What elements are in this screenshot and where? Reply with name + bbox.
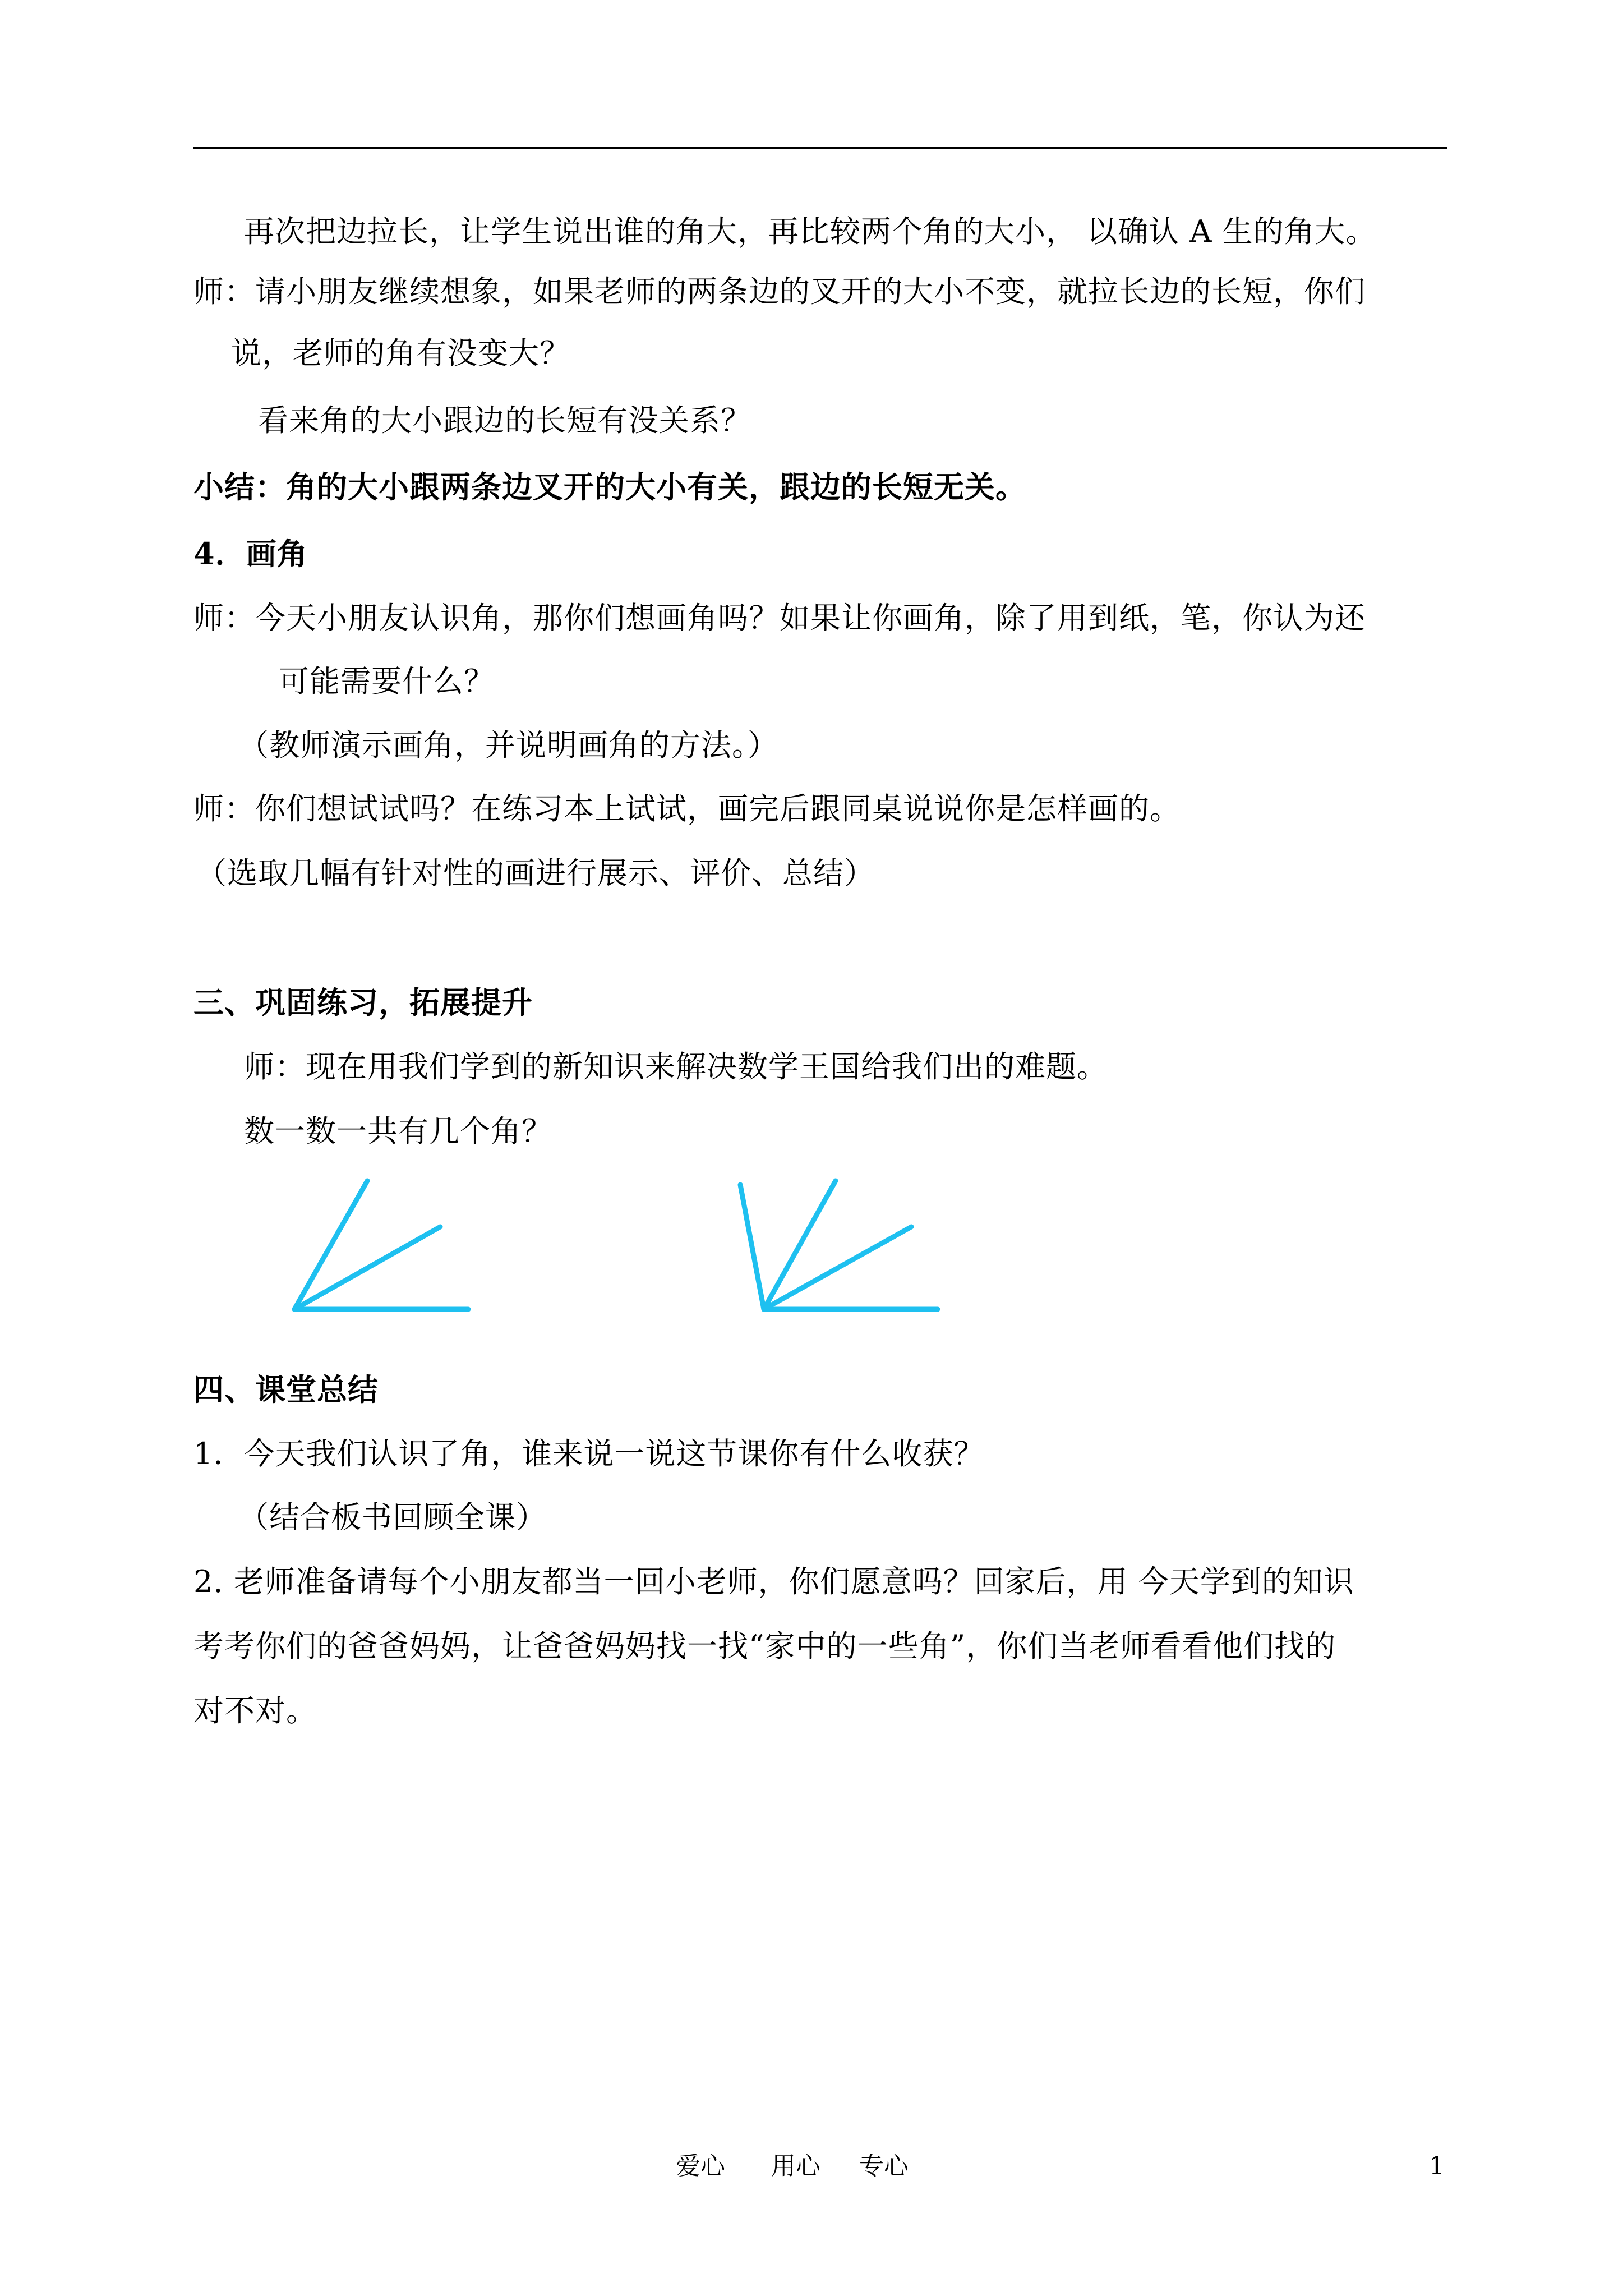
paragraph-review-note: （结合板书回顾全课） — [238, 1499, 547, 1535]
paragraph-teacher-imagine-cont: 说，老师的角有没变大？ — [231, 335, 570, 371]
paragraph-demo-note: （教师演示画角，并说明画角的方法。） — [238, 728, 778, 763]
paragraph-homework: 2. 老师准备请每个小朋友都当一回小老师，你们愿意吗？回家后，用 今天学到的知识 — [193, 1564, 1354, 1599]
ray-right-near-vertical — [740, 1185, 764, 1309]
section-heading-practice: 三、巩固练习，拓展提升 — [193, 984, 533, 1020]
paragraph-length-question: 看来角的大小跟边的长短有没关系？ — [258, 403, 751, 438]
paragraph-try-it: 师：你们想试试吗？在练习本上试试，画完后跟同桌说说你是怎样画的。 — [193, 791, 1181, 826]
paragraph-teacher-imagine: 师：请小朋友继续想象，如果老师的两条边的叉开的大小不变，就拉长边的长短，你们 — [193, 274, 1366, 309]
section-heading-draw-angle: 4．画角 — [193, 536, 308, 572]
header-rule — [193, 147, 1447, 149]
footer-motto-care: 用心 — [771, 2152, 820, 2180]
section-heading-summary: 四、课堂总结 — [193, 1372, 379, 1407]
paragraph-homework-end: 对不对。 — [193, 1693, 317, 1728]
paragraph-what-learned: 1．今天我们认识了角，谁来说一说这节课你有什么收获？ — [193, 1436, 985, 1471]
summary-statement: 小结：角的大小跟两条边叉开的大小有关，跟边的长短无关。 — [193, 469, 1026, 505]
footer-motto-love: 爱心 — [676, 2152, 725, 2180]
paragraph-draw-question-cont: 可能需要什么？ — [279, 664, 495, 699]
page-number: 1 — [1429, 2152, 1445, 2180]
footer-motto-focus: 专心 — [859, 2152, 909, 2180]
paragraph-select-drawings: （选取几幅有针对性的画进行展示、评价、总结） — [196, 855, 875, 891]
angle-figures — [0, 1167, 1623, 1363]
paragraph-draw-question: 师：今天小朋友认识角，那你们想画角吗？如果让你画角，除了用到纸，笔，你认为还 — [193, 600, 1366, 636]
paragraph-lengthen-sides: 再次把边拉长，让学生说出谁的角大，再比较两个角的大小， 以确认 A 生的角大。 — [244, 214, 1377, 249]
angle-figure-right — [740, 1181, 938, 1309]
angle-figure-left — [294, 1181, 468, 1309]
paragraph-homework-cont: 考考你们的爸爸妈妈，让爸爸妈妈找一找“家中的一些角”，你们当老师看看他们找的 — [193, 1628, 1336, 1664]
paragraph-count-angles: 数一数一共有几个角？ — [244, 1114, 552, 1149]
paragraph-solve-problems: 师：现在用我们学到的新知识来解决数学王国给我们出的难题。 — [244, 1049, 1108, 1084]
